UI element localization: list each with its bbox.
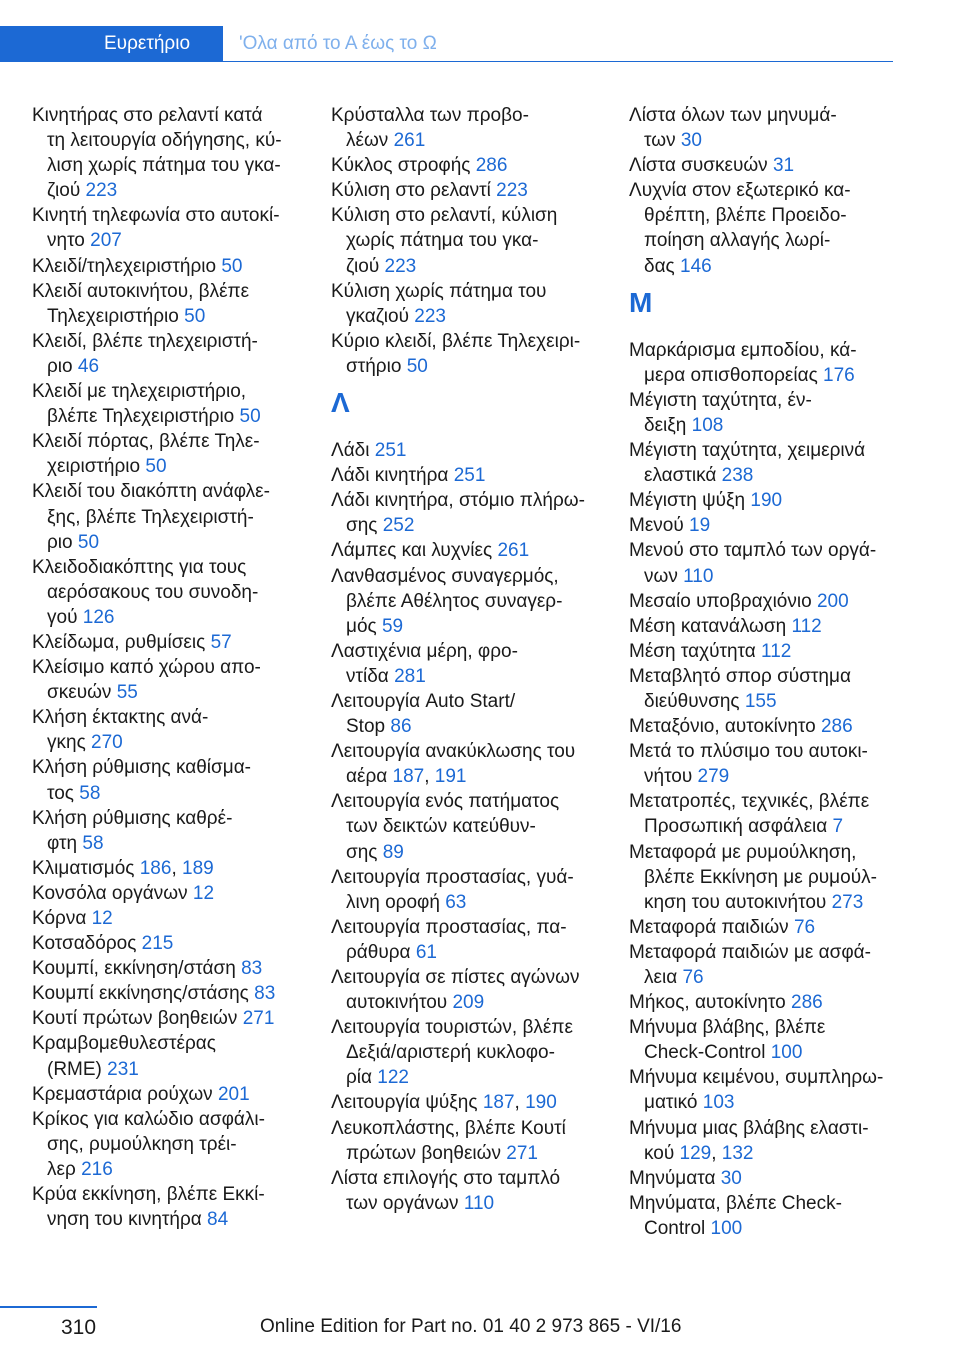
page-link[interactable]: 223 xyxy=(85,180,118,202)
page-link[interactable]: 50 xyxy=(221,255,243,277)
index-entry xyxy=(331,438,601,463)
entry-text: ζιού xyxy=(47,180,81,202)
index-entry xyxy=(629,614,901,639)
index-entry xyxy=(331,789,601,864)
page-link[interactable]: 238 xyxy=(721,465,754,487)
page-link[interactable]: 100 xyxy=(710,1217,743,1239)
entry-text: ποίηση αλλαγής λωρί- xyxy=(644,230,831,252)
entry-text: χειριστήριο xyxy=(47,456,141,478)
entry-text: φτη xyxy=(47,832,78,854)
page-link[interactable]: 61 xyxy=(415,941,437,963)
index-entry xyxy=(331,639,601,689)
index-entry xyxy=(32,254,302,279)
entry-text: Μέγιστη ταχύτητα, χειμερινά xyxy=(629,440,866,462)
page-link[interactable]: 186 xyxy=(139,857,172,879)
tab-a-to-z-label: 'Ολα από το Α έως το Ω xyxy=(239,33,437,54)
index-entry xyxy=(331,915,601,965)
index-column-1 xyxy=(32,103,302,1232)
page-link[interactable]: 271 xyxy=(506,1142,538,1164)
entry-text: (RME) xyxy=(47,1058,102,1080)
page-link[interactable]: 50 xyxy=(145,456,167,478)
entry-text: Κύλιση στο ρελαντί xyxy=(331,180,491,202)
entry-text: Μεταφορά παιδιών με ασφά- xyxy=(629,941,871,963)
index-entry xyxy=(629,153,901,178)
page-link[interactable]: 187 xyxy=(392,766,425,788)
page-link[interactable]: 191 xyxy=(434,766,467,788)
index-entry xyxy=(331,463,601,488)
index-entry xyxy=(32,555,302,630)
entry-text: σης, ρυμούλκηση τρέι- xyxy=(47,1133,237,1155)
entry-text: Μεταβλητό σπορ σύστημα xyxy=(629,665,851,687)
entry-text: Λειτουργία Auto Start/ xyxy=(331,690,516,712)
index-entry xyxy=(629,338,901,388)
index-entry xyxy=(32,1182,302,1232)
entry-text: Λειτουργία σε πίστες αγώνων xyxy=(331,967,580,988)
entry-text: μός xyxy=(346,615,377,637)
entry-text: δειξη xyxy=(644,414,687,436)
header-divider xyxy=(0,61,893,62)
footer-divider xyxy=(0,1306,97,1308)
entry-text: Κραμβομεθυλεστέρας xyxy=(32,1033,216,1055)
entry-text: Κύκλος στροφής xyxy=(331,155,471,177)
entry-text: Λάδι xyxy=(331,440,370,462)
entry-text: νήτου xyxy=(644,766,693,788)
entry-text: Κρεμαστάρια ρούχων xyxy=(32,1083,213,1105)
entry-text: Κονσόλα οργάνων xyxy=(32,882,188,904)
page-link[interactable]: 201 xyxy=(217,1083,250,1105)
entry-text: βλέπε Αθέλητος συναγερ- xyxy=(346,590,563,612)
page-link[interactable]: 110 xyxy=(683,565,714,587)
index-entry xyxy=(629,103,901,153)
entry-text: Κλειδί/τηλεχειριστήριο xyxy=(32,255,217,277)
entry-text: Κλήση ρύθμισης καθρέ- xyxy=(32,807,233,829)
index-entry xyxy=(32,881,302,906)
index-entry xyxy=(629,940,901,990)
entry-text: Κλειδί αυτοκινήτου, βλέπε xyxy=(32,280,250,302)
entry-text: Κινητήρας στο ρελαντί κατά xyxy=(32,105,263,126)
entry-text: Κλείδωμα, ρυθμίσεις xyxy=(32,631,206,653)
page-link[interactable]: 50 xyxy=(77,531,100,553)
entry-text: Λευκοπλάστης, βλέπε Κουτί xyxy=(331,1117,566,1139)
page-number: 310 xyxy=(61,1316,97,1339)
index-column-3 xyxy=(629,103,901,1241)
page-link[interactable]: 261 xyxy=(497,540,530,562)
page-link[interactable]: 286 xyxy=(475,155,508,177)
index-entry xyxy=(629,513,901,538)
entry-text: Κύλιση χωρίς πάτημα του xyxy=(331,280,547,302)
entry-text: δας xyxy=(644,255,675,277)
page-link[interactable]: 155 xyxy=(744,690,777,712)
entry-text: Λάδι κινητήρα, στόμιο πλήρω- xyxy=(331,490,585,512)
index-entry xyxy=(629,714,901,739)
entry-text: Μέση ταχύτητα xyxy=(629,640,756,662)
entry-text: διεύθυνσης xyxy=(644,690,740,712)
page-link[interactable]: 83 xyxy=(254,983,276,1005)
index-entry xyxy=(331,153,601,178)
page-link[interactable]: 216 xyxy=(81,1158,113,1180)
entry-text: Μεταξόνιο, αυτοκίνητο xyxy=(629,716,816,738)
entry-text: Μεσαίο υποβραχιόνιο xyxy=(629,590,812,612)
entry-text: Μηνύματα xyxy=(629,1167,716,1189)
index-entry xyxy=(32,1006,302,1031)
entry-text: των xyxy=(644,130,676,152)
entry-text: λινη οροφή xyxy=(346,891,440,913)
entry-text: Λυχνία στον εξωτερικό κα- xyxy=(629,180,851,202)
index-entry xyxy=(629,438,901,488)
entry-text: θρέπτη, βλέπε Προειδο- xyxy=(644,205,847,227)
entry-text: αερόσακους του συνοδη- xyxy=(47,581,259,603)
entry-text: Προσωπική ασφάλεια xyxy=(644,816,828,838)
page-link[interactable]: 55 xyxy=(116,682,138,704)
index-entry xyxy=(32,630,302,655)
page-link[interactable]: 126 xyxy=(82,606,115,628)
page-link[interactable]: 86 xyxy=(390,716,412,738)
page-link[interactable]: 251 xyxy=(374,440,407,462)
entry-text: γκης xyxy=(47,732,86,754)
index-entry xyxy=(32,806,302,856)
entry-text: ριο xyxy=(47,531,73,553)
entry-text: Κουτί πρώτων βοηθειών xyxy=(32,1008,238,1030)
index-entry xyxy=(32,981,302,1006)
entry-text: Κουμπί, εκκίνηση/στάση xyxy=(32,958,236,980)
entry-text: Μετά το πλύσιμο του αυτοκι- xyxy=(629,741,868,763)
index-entry xyxy=(32,956,302,981)
entry-text: ξης, βλέπε Τηλεχειριστή- xyxy=(47,506,254,528)
entry-text: κού xyxy=(644,1142,675,1164)
entry-text: Κρύα εκκίνηση, βλέπε Εκκί- xyxy=(32,1184,265,1206)
entry-text: Λίστα επιλογής στο ταμπλό xyxy=(331,1167,561,1189)
page-header xyxy=(0,0,960,62)
entry-text: Κινητή τηλεφωνία στο αυτοκί- xyxy=(32,205,280,227)
entry-text: σης xyxy=(346,515,378,537)
entry-text: Κύλιση στο ρελαντί, κύλιση xyxy=(331,205,558,227)
entry-text: ρία xyxy=(346,1067,373,1089)
index-entry xyxy=(629,664,901,714)
page-link[interactable]: 187 xyxy=(482,1092,515,1114)
page-link[interactable]: 112 xyxy=(761,640,792,662)
index-entry xyxy=(32,279,302,329)
page-link[interactable]: 200 xyxy=(816,590,849,612)
index-entry xyxy=(629,1065,901,1115)
entry-text: Μεταφορά παιδιών xyxy=(629,916,789,938)
entry-text: των δεικτών κατεύθυν- xyxy=(346,816,536,838)
page-link[interactable]: 190 xyxy=(750,490,783,512)
entry-text: Κλειδί του διακόπτη ανάφλε- xyxy=(32,481,270,503)
entry-text: Μενού xyxy=(629,515,684,537)
entry-text: μερα οπισθοπορείας xyxy=(644,364,818,386)
index-entry xyxy=(629,538,901,588)
entry-text: Λίστα συσκευών xyxy=(629,155,768,177)
index-entry: Λειτουργία ψύξης 187, 190 xyxy=(331,1092,557,1114)
entry-text: Κλήση ρύθμισης καθίσμα- xyxy=(32,757,252,779)
entry-text: Λειτουργία προστασίας, πα- xyxy=(331,916,567,938)
index-entry xyxy=(629,1015,901,1065)
entry-text: Κλειδοδιακόπτης για τους xyxy=(32,556,247,578)
page-link[interactable]: 223 xyxy=(496,180,528,202)
index-entry xyxy=(331,329,601,379)
index-entry xyxy=(32,1031,302,1081)
entry-text: Λάδι κινητήρα xyxy=(331,465,449,487)
index-entry xyxy=(629,840,901,915)
index-entry xyxy=(629,789,901,839)
index-entry: Κλιματισμός 186, 189 xyxy=(32,857,214,879)
page-link[interactable]: 58 xyxy=(79,782,101,804)
page-link[interactable]: 252 xyxy=(382,515,415,537)
entry-text: κηση του αυτοκινήτου xyxy=(644,891,827,913)
index-entry xyxy=(331,279,601,329)
entry-text: Δεξιά/αριστερή κυκλοφο- xyxy=(346,1042,555,1064)
index-entry xyxy=(32,1082,302,1107)
entry-text: Κλήση έκτακτης ανά- xyxy=(32,707,209,729)
index-entry xyxy=(32,429,302,479)
page-link[interactable]: 50 xyxy=(184,305,206,327)
index-entry xyxy=(32,931,302,956)
page-link[interactable]: 215 xyxy=(141,933,174,955)
index-entry xyxy=(331,564,601,639)
index-entry xyxy=(32,705,302,755)
entry-text: Μεταφορά με ρυμούλκηση, xyxy=(629,841,857,863)
index-entry xyxy=(331,689,601,739)
entry-text: Κρύσταλλα των προβο- xyxy=(331,105,529,126)
page-link[interactable]: 231 xyxy=(107,1058,139,1080)
page-link[interactable]: 122 xyxy=(377,1067,409,1089)
page-link[interactable]: 112 xyxy=(791,615,822,637)
entry-text: Check-Control xyxy=(644,1042,766,1064)
page-link[interactable]: 281 xyxy=(394,665,426,687)
index-entry xyxy=(629,990,901,1015)
page-link[interactable]: 103 xyxy=(702,1092,735,1114)
entry-text: ελαστικά xyxy=(644,465,717,487)
entry-text: ντίδα xyxy=(346,665,389,687)
tab-index-label: Ευρετήριο xyxy=(104,33,191,54)
entry-text: Μήνυμα κειμένου, συμπληρω- xyxy=(629,1067,884,1089)
entry-text: Control xyxy=(644,1217,706,1239)
entry-text: λεια xyxy=(644,967,678,988)
page-link[interactable]: 132 xyxy=(721,1142,754,1164)
index-entry: Λειτουργία ανακύκλωσης του αέρα 187, 191 xyxy=(331,741,576,788)
page-link[interactable]: 261 xyxy=(393,130,426,152)
entry-text: σης xyxy=(346,841,378,863)
entry-text: χωρίς πάτημα του γκα- xyxy=(346,230,539,252)
edition-note: Online Edition for Part no. 01 40 2 973 865 - VI/16 xyxy=(260,1316,682,1337)
index-entry xyxy=(32,479,302,554)
page-link[interactable]: 286 xyxy=(820,716,853,738)
entry-text: Μέση κατανάλωση xyxy=(629,615,787,637)
page-link[interactable]: 7 xyxy=(832,816,844,838)
page-link[interactable]: 207 xyxy=(90,230,122,252)
index-entry xyxy=(331,965,601,1015)
entry-text: Κουμπί εκκίνησης/στάσης xyxy=(32,983,249,1005)
index-entry xyxy=(629,1191,901,1241)
index-entry xyxy=(629,488,901,513)
entry-text: Κλείσιμο καπό χώρου απο- xyxy=(32,657,261,679)
entry-text: Λειτουργία τουριστών, βλέπε xyxy=(331,1017,573,1039)
page-link[interactable]: 76 xyxy=(793,916,816,938)
index-entry xyxy=(331,538,601,563)
page-link[interactable]: 146 xyxy=(680,255,712,277)
entry-text: Λάμπες και λυχνίες xyxy=(331,540,493,562)
entry-text: Λειτουργία ψύξης xyxy=(331,1092,478,1114)
page-link[interactable]: 30 xyxy=(720,1167,742,1189)
page-link[interactable]: 76 xyxy=(682,967,704,988)
entry-text: βλέπε Εκκίνηση με ρυμούλ- xyxy=(644,866,877,888)
entry-text: ράθυρα xyxy=(346,941,411,963)
page-link[interactable]: 50 xyxy=(239,406,261,428)
entry-text: νηση του κινητήρα xyxy=(47,1209,202,1231)
section-letter: Μ xyxy=(629,286,653,318)
index-entry xyxy=(629,1166,901,1191)
tab-a-to-z[interactable] xyxy=(225,26,437,62)
page-link[interactable]: 110 xyxy=(463,1192,495,1214)
entry-text: Τηλεχειριστήριο xyxy=(47,305,179,327)
entry-text: Λανθασμένος συναγερμός, xyxy=(331,565,559,587)
page-link[interactable]: 46 xyxy=(77,355,100,377)
page-link[interactable]: 108 xyxy=(691,414,724,436)
page-link[interactable]: 273 xyxy=(831,891,864,913)
index-entry xyxy=(32,329,302,379)
page-link[interactable]: 129 xyxy=(679,1142,712,1164)
index-entry xyxy=(32,906,302,931)
index-entry xyxy=(629,589,901,614)
entry-text: ριο xyxy=(47,355,73,377)
index-entry: Μήνυμα μιας βλάβης ελαστι- κού 129, 132 xyxy=(629,1117,869,1164)
page-link[interactable]: 100 xyxy=(770,1042,803,1064)
index-entry xyxy=(629,388,901,438)
page-link[interactable]: 59 xyxy=(381,615,404,637)
index-entry xyxy=(331,488,601,538)
page-link[interactable]: 89 xyxy=(382,841,404,863)
index-entry xyxy=(331,103,601,153)
entry-text: τη λειτουργία οδήγησης, κύ- xyxy=(47,130,282,152)
entry-text: Κλειδί με τηλεχειριστήριο, xyxy=(32,381,247,403)
entry-text: Μηνύματα, βλέπε Check- xyxy=(629,1192,842,1214)
entry-text: γού xyxy=(47,606,78,628)
entry-text: Μήνυμα βλάβης, βλέπε xyxy=(629,1017,826,1039)
index-entry xyxy=(32,103,302,203)
page-link[interactable]: 271 xyxy=(242,1008,275,1030)
index-entry xyxy=(32,1107,302,1182)
page-link[interactable]: 63 xyxy=(445,891,467,913)
entry-text: Λειτουργία ενός πατήματος xyxy=(331,791,560,813)
entry-text: νητο xyxy=(47,230,85,252)
entry-text: Κοτσαδόρος xyxy=(32,933,137,955)
page-link[interactable]: 223 xyxy=(414,305,446,327)
index-entry xyxy=(629,915,901,940)
entry-text: Stop xyxy=(346,716,386,738)
page-link[interactable]: 83 xyxy=(241,958,263,980)
entry-text: ζιού xyxy=(346,255,380,277)
entry-text: βλέπε Τηλεχειριστήριο xyxy=(47,406,235,428)
entry-text: Μήνυμα μιας βλάβης ελαστι- xyxy=(629,1117,869,1139)
entry-text: σκευών xyxy=(47,682,112,704)
index-entry xyxy=(331,1166,601,1216)
index-entry xyxy=(331,178,601,203)
index-entry xyxy=(629,639,901,664)
entry-text: αέρα xyxy=(346,766,388,788)
index-column-2 xyxy=(331,103,601,1216)
page-link[interactable]: 176 xyxy=(823,364,855,386)
entry-text: Κλειδί πόρτας, βλέπε Τηλε- xyxy=(32,431,260,453)
index-entry xyxy=(331,203,601,278)
entry-text: Μέγιστη ψύξη xyxy=(629,490,746,512)
index-entry xyxy=(32,655,302,705)
entry-text: Μέγιστη ταχύτητα, έν- xyxy=(629,389,812,411)
entry-text: νων xyxy=(644,565,678,587)
index-entry xyxy=(331,1116,601,1166)
entry-text: Κύριο κλειδί, βλέπε Τηλεχειρι- xyxy=(331,330,581,352)
page-link[interactable]: 58 xyxy=(82,832,104,854)
entry-text: των οργάνων xyxy=(346,1192,459,1214)
index-entry xyxy=(331,865,601,915)
page-link[interactable]: 279 xyxy=(697,766,730,788)
tab-index[interactable] xyxy=(0,26,223,62)
index-entry xyxy=(629,739,901,789)
entry-text: Λίστα όλων των μηνυμά- xyxy=(629,105,837,126)
section-letter: Λ xyxy=(331,387,350,419)
entry-text: τος xyxy=(47,782,74,804)
entry-text: Μαρκάρισμα εμποδίου, κά- xyxy=(629,339,857,361)
entry-text: Κλειδί, βλέπε τηλεχειριστή- xyxy=(32,330,258,352)
page-link[interactable]: 19 xyxy=(689,515,711,537)
page-link[interactable]: 57 xyxy=(210,631,232,653)
page-link[interactable]: 190 xyxy=(525,1092,557,1114)
index-entry xyxy=(32,203,302,253)
entry-text: ματικό xyxy=(644,1092,698,1114)
index-entry xyxy=(629,178,901,278)
index-entry xyxy=(32,755,302,805)
entry-text: γκαζιού xyxy=(346,305,409,327)
entry-text: λέων xyxy=(346,130,389,152)
page-link[interactable]: 30 xyxy=(680,130,702,152)
page-link[interactable]: 12 xyxy=(91,908,113,929)
entry-text: στήριο xyxy=(346,355,402,377)
page-link[interactable]: 50 xyxy=(406,355,428,377)
page-link[interactable]: 223 xyxy=(384,255,417,277)
entry-text: αυτοκινήτου xyxy=(346,992,448,1014)
page-link[interactable]: 12 xyxy=(192,882,215,904)
entry-text: Λαστιχένια μέρη, φρο- xyxy=(331,640,518,662)
entry-text: Κόρνα xyxy=(32,908,87,929)
page-link[interactable]: 31 xyxy=(772,155,795,177)
page-link[interactable]: 84 xyxy=(207,1209,229,1231)
entry-text: Μενού στο ταμπλό των οργά- xyxy=(629,540,877,562)
index-entry xyxy=(331,1015,601,1090)
entry-text: Κρίκος για καλώδιο ασφάλι- xyxy=(32,1108,265,1130)
page-link[interactable]: 209 xyxy=(452,992,485,1014)
entry-text: Λειτουργία προστασίας, γυά- xyxy=(331,866,574,888)
entry-text: πρώτων βοηθειών xyxy=(346,1142,501,1164)
index-entry xyxy=(32,379,302,429)
page-link[interactable]: 251 xyxy=(453,465,486,487)
entry-text: Λειτουργία ανακύκλωσης του xyxy=(331,741,576,763)
entry-text: λιση χωρίς πάτημα του γκα- xyxy=(47,155,281,177)
page-link[interactable]: 270 xyxy=(91,732,123,754)
page-link[interactable]: 189 xyxy=(182,857,214,879)
entry-text: λερ xyxy=(47,1158,76,1180)
page-link[interactable]: 286 xyxy=(791,992,823,1014)
entry-text: Κλιματισμός xyxy=(32,857,135,879)
entry-text: Μήκος, αυτοκίνητο xyxy=(629,992,786,1014)
entry-text: Μετατροπές, τεχνικές, βλέπε xyxy=(629,791,870,813)
